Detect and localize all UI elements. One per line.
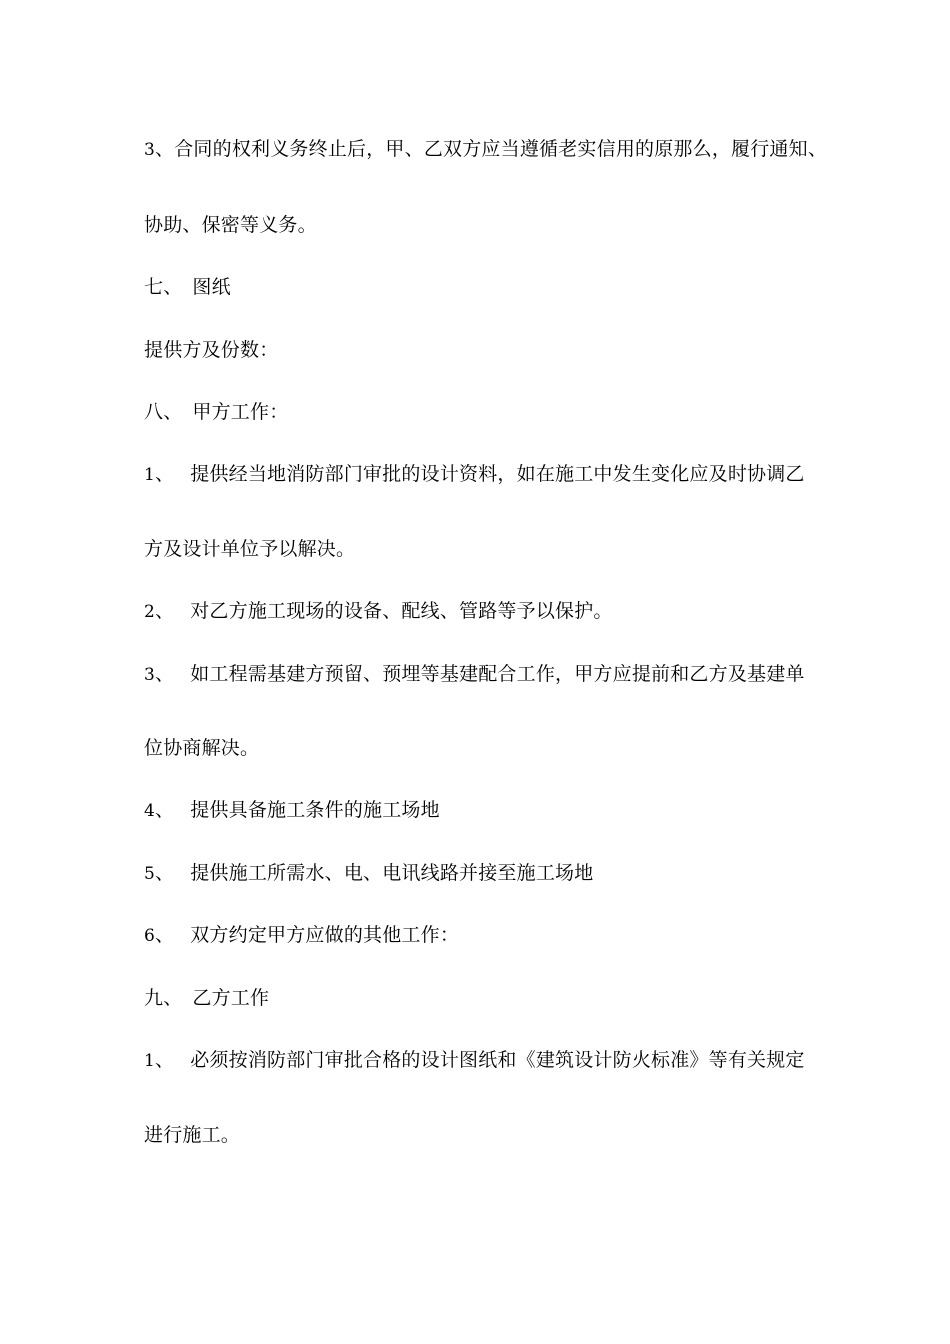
- line-text: 协助、保密等义务。: [144, 214, 317, 236]
- section-heading: [144, 985, 269, 1011]
- line-text: 如工程需基建方预留、预埋等基建配合工作，甲方应提前和乙方及基建单: [190, 663, 805, 685]
- list-item: [144, 1047, 805, 1074]
- section-mark: 八、: [144, 401, 183, 423]
- line-text: 对乙方施工现场的设备、配线、管路等予以保护。: [190, 600, 613, 622]
- list-item: [144, 797, 440, 824]
- line-text: 提供方及份数：: [144, 339, 279, 361]
- item-mark: 、: [155, 1049, 175, 1071]
- line-text: 提供经当地消防部门审批的设计资料，如在施工中发生变化应及时协调乙: [190, 463, 805, 485]
- item-number: 1: [144, 1051, 156, 1071]
- item-mark: 、: [155, 463, 175, 485]
- item-number: 3: [144, 665, 156, 685]
- item-number: 3: [144, 140, 156, 160]
- list-item: [144, 860, 593, 887]
- section-mark: 七、: [144, 276, 183, 298]
- line-text: 进行施工。: [144, 1124, 241, 1146]
- line-text: 双方约定甲方应做的其他工作：: [190, 924, 460, 946]
- item-mark: 、: [155, 924, 175, 946]
- list-item: [144, 598, 613, 625]
- paragraph-line: [144, 536, 355, 562]
- paragraph-line: [144, 136, 827, 163]
- section-heading: [144, 399, 288, 425]
- section-title: 乙方工作: [192, 987, 270, 1009]
- paragraph-line: [144, 735, 259, 761]
- line-text: 方及设计单位予以解决。: [144, 538, 356, 560]
- section-title: 图纸: [192, 276, 231, 298]
- item-mark: 、: [155, 799, 175, 821]
- section-mark: 九、: [144, 987, 183, 1009]
- line-text: 提供具备施工条件的施工场地: [190, 799, 440, 821]
- item-number: 4: [144, 801, 156, 821]
- section-heading: [144, 274, 231, 300]
- item-mark: 、: [155, 663, 175, 685]
- list-item: [144, 922, 459, 949]
- line-text: 提供施工所需水、电、电讯线路并接至施工场地: [190, 862, 594, 884]
- line-text: 必须按消防部门审批合格的设计图纸和《建筑设计防火标准》等有关规定: [190, 1049, 805, 1071]
- item-number: 6: [144, 926, 156, 946]
- paragraph-line: [144, 212, 317, 238]
- item-number: 5: [144, 864, 156, 884]
- item-mark: 、: [155, 600, 175, 622]
- paragraph-line: [144, 1122, 240, 1148]
- list-item: [144, 661, 805, 688]
- line-text: 位协商解决。: [144, 737, 260, 759]
- line-text: 合同的权利义务终止后，甲、乙双方应当遵循老实信用的原那么，履行通知、: [174, 138, 828, 160]
- paragraph-line: [144, 337, 278, 363]
- section-title: 甲方工作：: [192, 401, 289, 423]
- item-number: 2: [144, 602, 156, 622]
- item-mark: 、: [155, 138, 175, 160]
- list-item: [144, 461, 805, 488]
- item-number: 1: [144, 465, 156, 485]
- item-mark: 、: [155, 862, 175, 884]
